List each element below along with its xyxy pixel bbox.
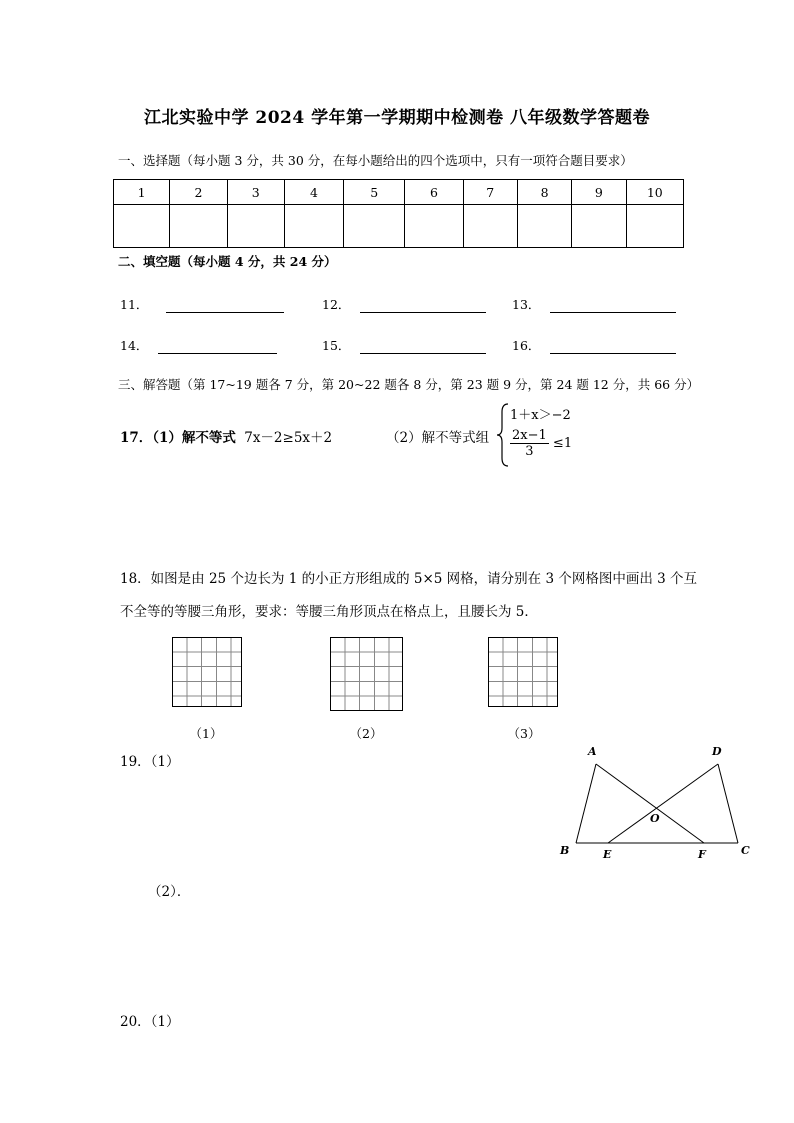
segment-DE: [608, 764, 718, 843]
answer-cell[interactable]: [405, 205, 463, 248]
answer-blank[interactable]: [158, 339, 277, 354]
section1-heading: 一、选择题（每小题 3 分，共 30 分，在每小题给出的四个选项中，只有一项符合题目要求）: [118, 153, 633, 168]
answer-cell[interactable]: [572, 205, 626, 248]
fill-item-label: 16．: [512, 338, 541, 353]
fill-item-11: [120, 295, 284, 313]
fill-item-12: [322, 295, 486, 313]
point-label-O: O: [650, 812, 660, 825]
fill-item-label: 13．: [512, 297, 541, 312]
table-header-cell: 7: [463, 180, 517, 205]
answer-cell[interactable]: [284, 205, 343, 248]
answer-blank[interactable]: [360, 339, 486, 354]
table-answer-row: [114, 205, 684, 248]
fill-item-label: 15．: [322, 338, 351, 353]
table-header-cell: 1: [114, 180, 170, 205]
answer-cell[interactable]: [114, 205, 170, 248]
geometry-figure: [556, 740, 756, 865]
table-header-cell: 2: [170, 180, 227, 205]
table-header-cell: 6: [405, 180, 463, 205]
q17-inequality-2-rhs: ≤1: [552, 436, 573, 451]
section3-heading: 三、解答题（第 17~19 题各 7 分，第 20~22 题各 8 分，第 23 题 9 分，第 24 题 12 分，共 66 分）: [118, 377, 700, 392]
q19-part1: 19．（1）: [120, 754, 180, 770]
point-label-C: C: [741, 844, 750, 857]
q20-part1: 20．（1）: [120, 1014, 180, 1030]
answer-cell[interactable]: [227, 205, 284, 248]
answer-cell[interactable]: [517, 205, 571, 248]
segment-DC: [718, 764, 738, 843]
q18-text-line2: 不全等的等腰三角形，要求：等腰三角形顶点在格点上，且腰长为 5．: [120, 604, 538, 620]
point-label-B: B: [560, 844, 570, 857]
table-header-cell: 9: [572, 180, 626, 205]
fill-item-13: [512, 295, 676, 313]
q17-part1: [120, 426, 332, 446]
section2-heading: 二、填空题（每小题 4 分，共 24 分）: [118, 254, 337, 269]
answer-cell[interactable]: [463, 205, 517, 248]
fill-item-label: 14．: [120, 338, 149, 353]
grid-figure-3[interactable]: [488, 637, 558, 707]
point-label-E: E: [603, 848, 612, 861]
left-brace-icon: [496, 402, 510, 468]
q17-inequality-1: 1＋x＞−2: [510, 408, 571, 423]
table-header-cell: 10: [626, 180, 683, 205]
grid-caption-3: （3）: [507, 726, 541, 741]
q17-fraction-denominator: 3: [525, 444, 534, 459]
point-label-A: A: [588, 745, 597, 758]
grid-caption-2: （2）: [349, 726, 383, 741]
grid-caption-1: （1）: [189, 726, 223, 741]
q17-part1-expr: 7x－2≥5x＋2: [244, 430, 333, 446]
table-header-cell: 3: [227, 180, 284, 205]
q17-fraction-numerator: 2x−1: [512, 428, 547, 443]
q17-fraction: [510, 428, 549, 459]
fill-item-16: [512, 336, 676, 354]
q17-inequality-2: [510, 428, 572, 459]
answer-blank[interactable]: [550, 339, 676, 354]
table-header-cell: 5: [344, 180, 405, 205]
point-label-D: D: [712, 745, 722, 758]
page-title: 江北实验中学 2024 学年第一学期期中检测卷 八年级数学答题卷: [143, 108, 651, 128]
fill-item-label: 12．: [322, 297, 351, 312]
table-header-row: [114, 180, 684, 205]
q17-part1-label: 17．（1）解不等式: [120, 430, 236, 446]
point-label-F: F: [698, 848, 706, 861]
fill-item-14: [120, 336, 277, 354]
q18-text-line1: 18．如图是由 25 个边长为 1 的小正方形组成的 5×5 网格，请分别在 3 个网格图中画出 3 个互: [120, 571, 698, 587]
q19-part2: （2）．: [148, 884, 191, 900]
grid-figure-1[interactable]: [172, 637, 242, 707]
answer-cell[interactable]: [170, 205, 227, 248]
table-header-cell: 8: [517, 180, 571, 205]
table-header-cell: 4: [284, 180, 343, 205]
grid-figure-2[interactable]: [330, 637, 403, 711]
fill-item-label: 11．: [120, 297, 149, 312]
answer-cell[interactable]: [344, 205, 405, 248]
answer-blank[interactable]: [360, 298, 486, 313]
segment-AB: [576, 764, 596, 843]
answer-blank[interactable]: [550, 298, 676, 313]
q17-part2-label: （2）解不等式组: [386, 430, 490, 446]
answer-blank[interactable]: [166, 298, 284, 313]
choice-answer-table: [113, 179, 684, 248]
fill-item-15: [322, 336, 486, 354]
answer-cell[interactable]: [626, 205, 683, 248]
segment-AF: [596, 764, 704, 843]
